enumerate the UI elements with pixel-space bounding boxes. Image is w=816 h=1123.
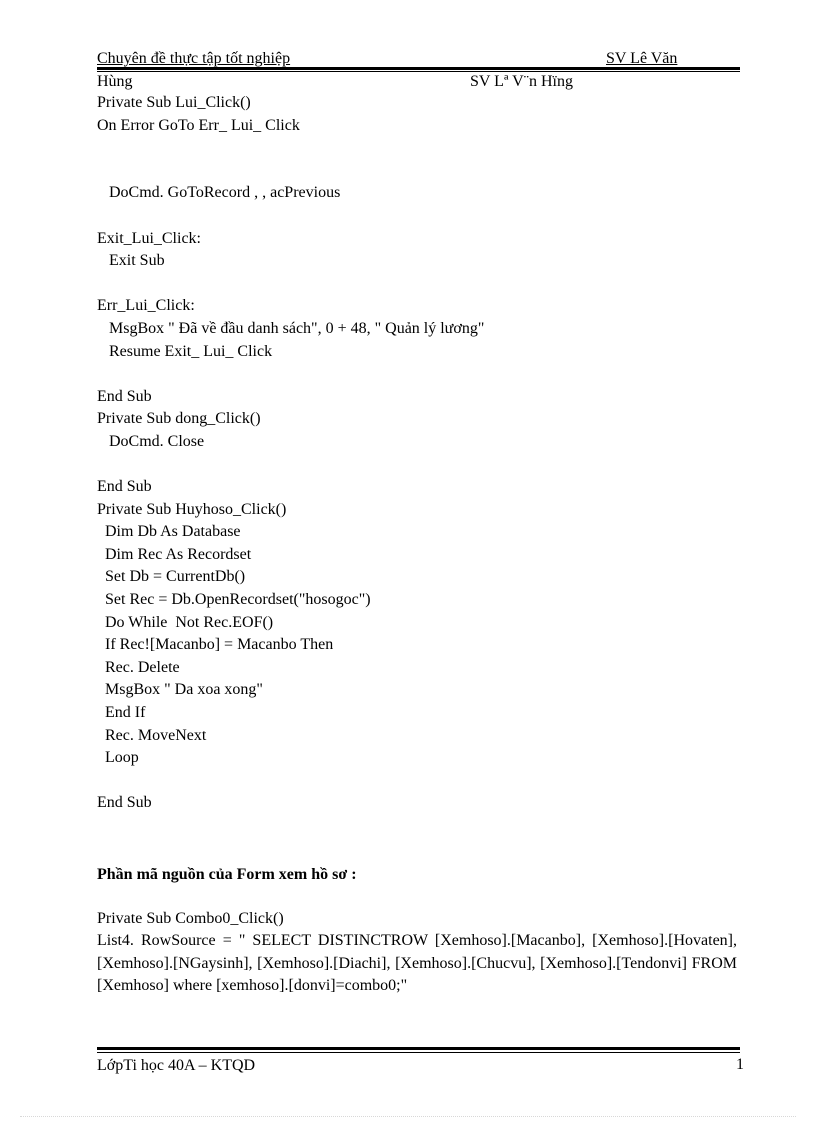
code-line: Set Rec = Db.OpenRecordset("hosogoc") — [97, 591, 371, 609]
footer-rule-thick — [97, 1047, 740, 1050]
code-line: Err_Lui_Click: — [97, 297, 195, 315]
header-rule-thin — [97, 71, 740, 72]
code-line: Dim Db As Database — [97, 523, 241, 541]
header-rule-thick — [97, 67, 740, 70]
code-rowsource-statement: List4. RowSource = " SELECT DISTINCTROW [Xemhoso].[Macanbo], [Xemhoso].[Hovaten], [Xemhoso].[NGaysinh], [Xemhoso].[Diachi], [Xemhoso].[Chucvu], [Xemhoso].[Tendonvi] FROM [Xemhoso] where [xemhoso].[donvi]=combo0;" — [97, 932, 737, 995]
code-line: Rec. Delete — [97, 658, 180, 676]
code-line: End If — [97, 704, 146, 722]
code-line — [97, 273, 737, 296]
code-line: DoCmd. GoToRecord , , acPrevious — [97, 184, 341, 202]
code-line: MsgBox " Đã về đầu danh sách", 0 + 48, " Quản lý lương" — [97, 319, 485, 337]
code-line — [97, 160, 737, 183]
code-line: Private Sub Huyhoso_Click() — [97, 500, 287, 518]
code-line — [97, 363, 737, 386]
header-author-garbled: SV Lª V¨n Hïng — [470, 73, 573, 90]
code-line: End Sub — [97, 794, 152, 812]
code-line: Dim Rec As Recordset — [97, 545, 252, 563]
page-number: 1 — [736, 1056, 744, 1073]
header-author: SV Lê Văn — [606, 50, 678, 67]
page-bottom-dotted-border — [20, 1116, 796, 1117]
header-title: Chuyên đề thực tập tốt nghiệp — [97, 50, 291, 67]
code-line: Private Sub Combo0_Click() — [97, 910, 284, 927]
code-line: If Rec![Macanbo] = Macanbo Then — [97, 636, 334, 654]
footer-rule-thin — [97, 1052, 740, 1053]
code-line — [97, 137, 737, 160]
code-line: Exit Sub — [97, 252, 165, 270]
code-line: Do While Not Rec.EOF() — [97, 613, 274, 631]
header-author-continuation: Hùng — [97, 73, 133, 90]
code-line: End Sub — [97, 387, 152, 405]
code-line: Private Sub Lui_Click() — [97, 94, 251, 111]
code-line: Rec. MoveNext — [97, 726, 207, 744]
code-line: End Sub — [97, 478, 152, 496]
code-block-lui-dong-huyhoso — [97, 92, 737, 815]
code-line: Private Sub dong_Click() — [97, 410, 261, 428]
code-line: DoCmd. Close — [97, 432, 205, 450]
code-line: On Error GoTo Err_ Lui_ Click — [97, 116, 300, 134]
code-line: MsgBox " Da xoa xong" — [97, 681, 263, 699]
code-line: Set Db = CurrentDb() — [97, 568, 246, 586]
code-block-combo0 — [97, 908, 737, 931]
code-line — [97, 205, 737, 228]
section-title: Phần mã nguồn của Form xem hồ sơ : — [97, 866, 357, 883]
code-line — [97, 454, 737, 477]
footer-class-label: LớpTi học 40A – KTQD — [97, 1057, 256, 1074]
code-line — [97, 770, 737, 793]
code-line: Loop — [97, 749, 139, 767]
code-line: Exit_Lui_Click: — [97, 229, 201, 247]
code-line: Resume Exit_ Lui_ Click — [97, 342, 273, 360]
